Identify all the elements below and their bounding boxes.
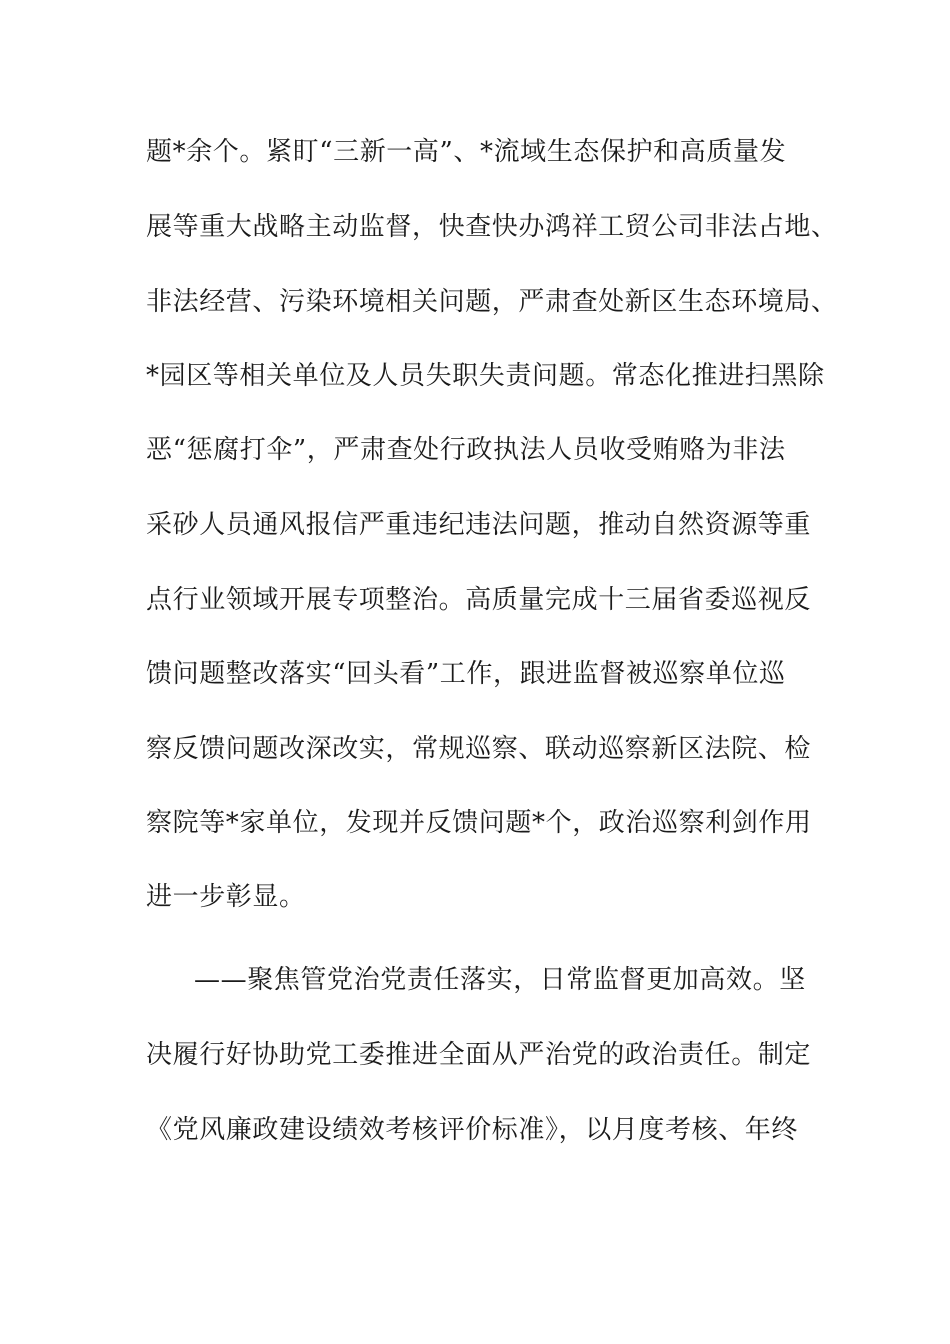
text-line-12: ——聚焦管党治党责任落实，日常监督更加高效。坚	[194, 965, 806, 995]
text-line-3: 非法经营、污染环境相关问题，严肃查处新区生态环境局、	[146, 287, 838, 317]
text-line-4: *园区等相关单位及人员失职失责问题。常态化推进扫黑除	[146, 361, 825, 391]
text-line-9: 察反馈问题改深改实，常规巡察、联动巡察新区法院、检	[146, 734, 812, 764]
text-line-7: 点行业领域开展专项整治。高质量完成十三届省委巡视反	[146, 585, 812, 615]
text-line-5: 恶“惩腐打伞”，严肃查处行政执法人员收受贿赂为非法	[146, 435, 786, 465]
text-line-11: 进一步彰显。	[146, 882, 306, 912]
text-line-1: 题*余个。紧盯“三新一高”、*流域生态保护和高质量发	[146, 137, 787, 167]
text-line-10: 察院等*家单位，发现并反馈问题*个，政治巡察利剑作用	[146, 808, 812, 838]
text-line-6: 采砂人员通风报信严重违纪违法问题，推动自然资源等重	[146, 510, 812, 540]
text-line-2: 展等重大战略主动监督，快查快办鸿祥工贸公司非法占地、	[146, 212, 838, 242]
text-line-13: 决履行好协助党工委推进全面从严治党的政治责任。制定	[146, 1040, 812, 1070]
text-line-8: 馈问题整改落实“回头看”工作，跟进监督被巡察单位巡	[146, 659, 786, 689]
text-line-14: 《党风廉政建设绩效考核评价标准》，以月度考核、年终	[146, 1115, 799, 1145]
